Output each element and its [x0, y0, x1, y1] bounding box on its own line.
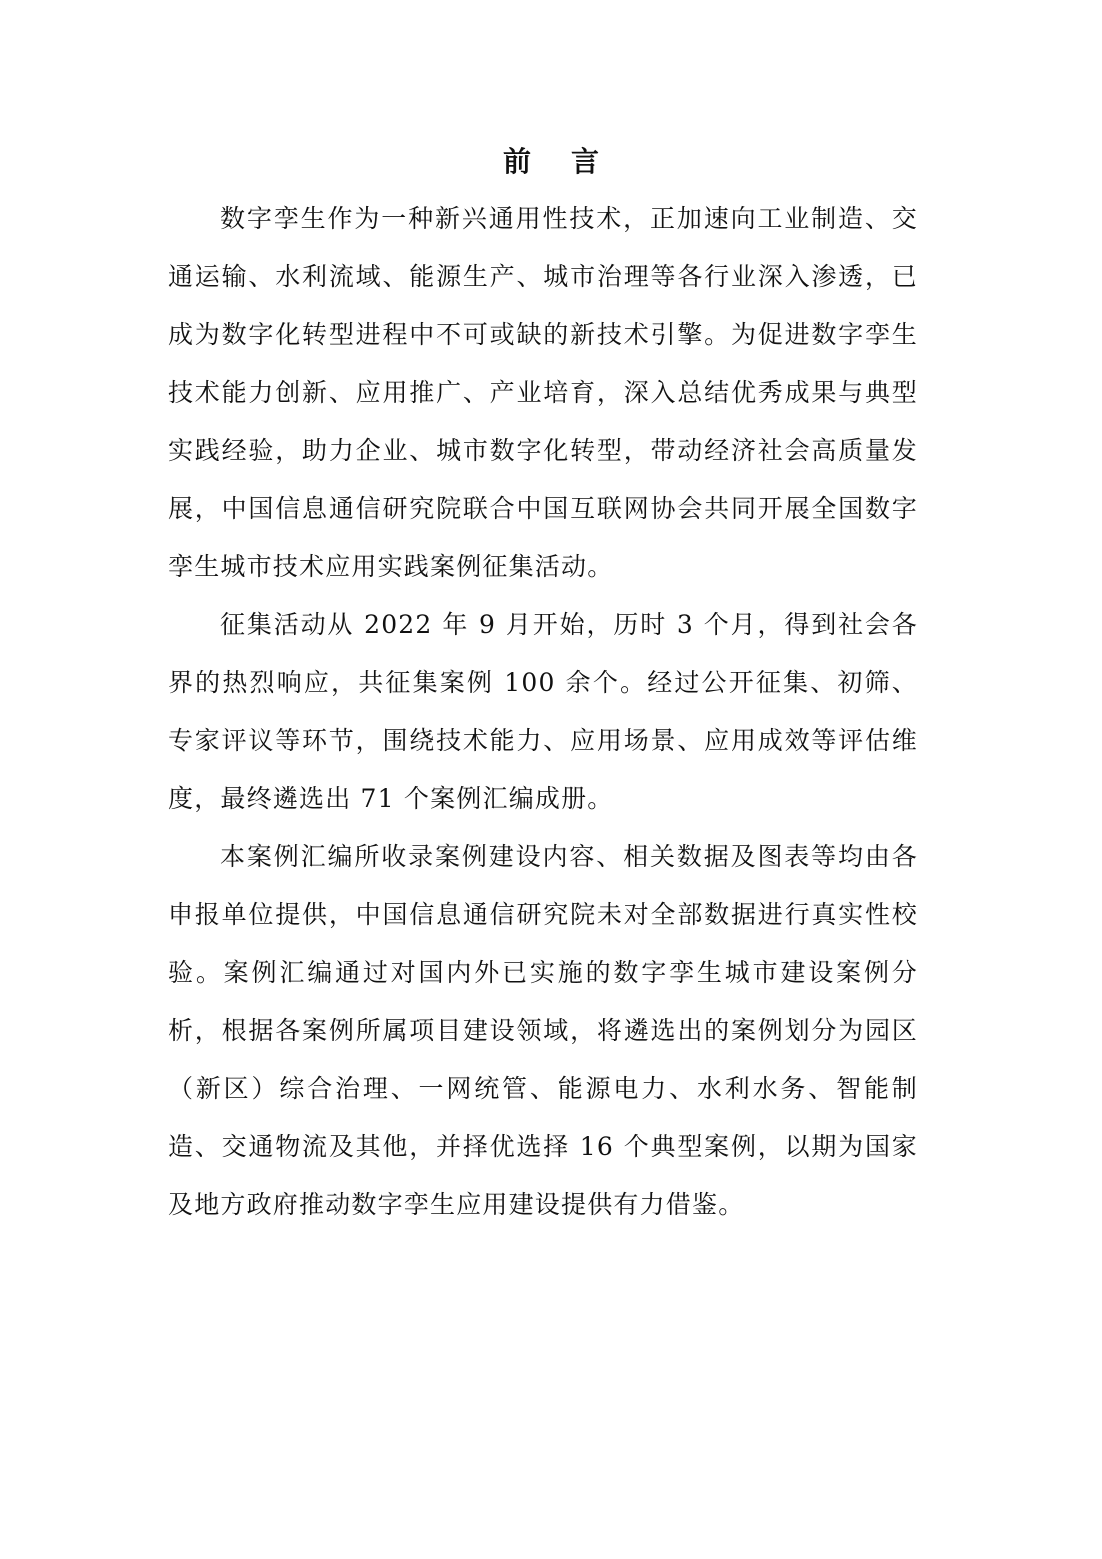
- paragraph-2: 征集活动从 2022 年 9 月开始，历时 3 个月，得到社会各界的热烈响应，共征集案例 100 余个。经过公开征集、初筛、专家评议等环节，围绕技术能力、应用场景、应用成效等评估维度，最终遴选出 71 个案例汇编成册。: [168, 610, 918, 813]
- paragraph-3: 本案例汇编所收录案例建设内容、相关数据及图表等均由各申报单位提供，中国信息通信研究院未对全部数据进行真实性校验。案例汇编通过对国内外已实施的数字孪生城市建设案例分析，根据各案例所属项目建设领域，将遴选出的案例划分为园区（新区）综合治理、一网统管、能源电力、水利水务、智能制造、交通物流及其他，并择优选择 16 个典型案例，以期为国家及地方政府推动数字孪生应用建设提供有力借鉴。: [168, 842, 918, 1219]
- page-title: [0, 140, 1102, 184]
- paragraph-1: 数字孪生作为一种新兴通用性技术，正加速向工业制造、交通运输、水利流域、能源生产、城市治理等各行业深入渗透，已成为数字化转型进程中不可或缺的新技术引擎。为促进数字孪生技术能力创新、应用推广、产业培育，深入总结优秀成果与典型实践经验，助力企业、城市数字化转型，带动经济社会高质量发展，中国信息通信研究院联合中国互联网协会共同开展全国数字孪生城市技术应用实践案例征集活动。: [168, 204, 918, 581]
- page-title-char-1: 前: [502, 145, 531, 178]
- body-text: [168, 190, 918, 1234]
- page-title-char-2: 言: [571, 145, 600, 178]
